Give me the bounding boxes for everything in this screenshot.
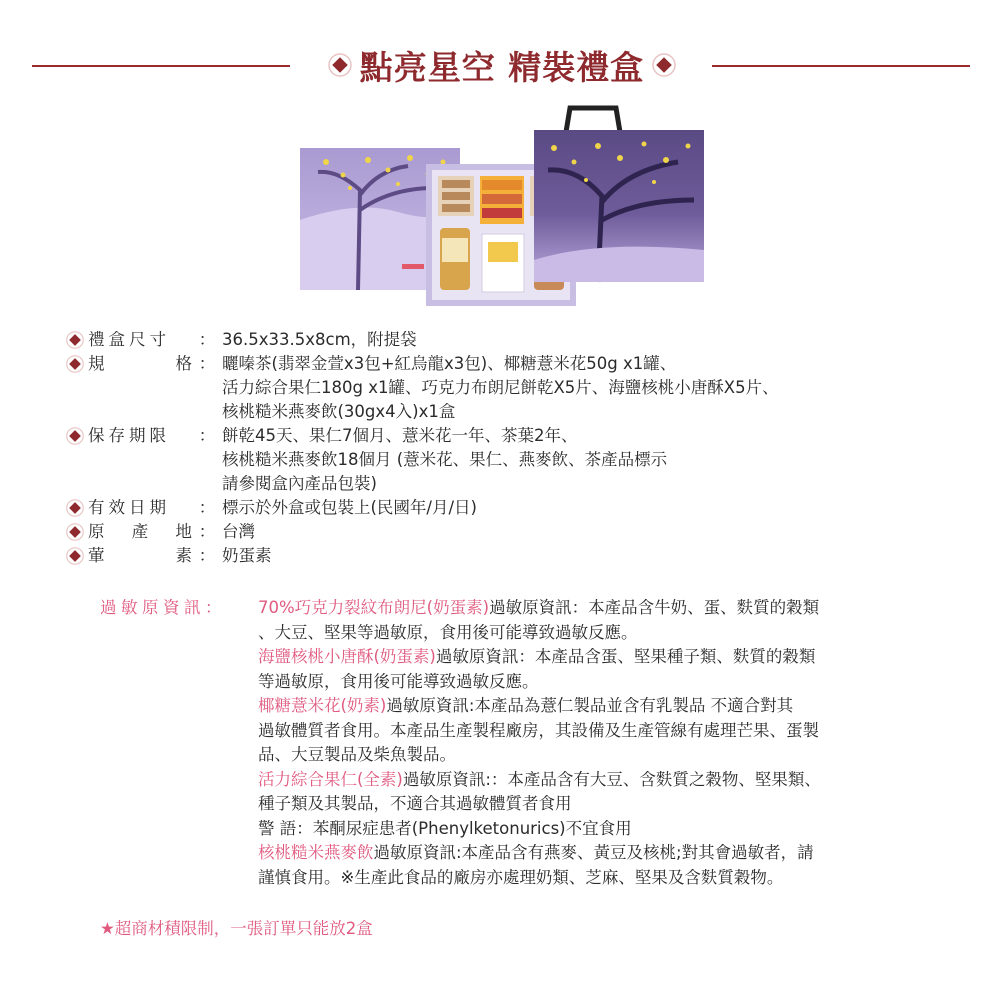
allergy-text: 品、大豆製品及柴魚製品。 [258,745,456,764]
diamond-icon [66,424,88,496]
spec-label: 規 格 [88,354,192,373]
spec-value-line: 標示於外盒或包裝上(民國年/月/日) [222,498,477,517]
diamond-icon [652,53,676,77]
allergy-line [258,817,960,842]
allergy-line [258,768,960,793]
spec-row: 禮盒尺寸 ： 36.5x33.5x8cm，附提袋 [66,328,966,352]
allergy-line [258,743,960,768]
spec-value-line: 曬嗪茶(翡翠金萱x3包+紅烏龍x3包)、椰糖薏米花50g x1罐、 [222,354,677,373]
allergy-body [258,596,960,890]
spec-value-line: 請參閱盒內產品包裝) [222,474,377,493]
allergy-line [258,841,960,866]
diamond-icon [66,544,88,568]
product-gift-box-image [298,100,708,312]
spec-label: 原 產 地 [88,522,192,541]
allergy-line [258,645,960,670]
spec-row: 規 格 ： 曬嗪茶(翡翠金萱x3包+紅烏龍x3包)、椰糖薏米花50g x1罐、 活力綜合果仁180g x1罐、巧克力布朗尼餅乾X5片、海鹽核桃小唐酥X5片、 核桃糙米燕麥飲(30gx4入)x1盒 [66,352,966,424]
spec-value-line: 餅乾45天、果仁7個月、薏米花一年、茶葉2年、 [222,426,578,445]
allergy-text: 等過敏原，食用後可能導致過敏反應。 [258,671,539,691]
shipping-note: ★超商材積限制，一張訂單只能放2盒 [100,919,373,938]
spec-value-line: 台灣 [222,522,255,541]
spec-value-line: 活力綜合果仁180g x1罐、巧克力布朗尼餅乾X5片、海鹽核桃小唐酥X5片、 [222,378,779,397]
allergy-text: 謹慎食用。※生產此食品的廠房亦處理奶類、芝麻、堅果及含麩質穀物。 [258,867,784,887]
spec-value-line: 核桃糙米燕麥飲18個月 (薏米花、果仁、燕麥飲、茶產品標示 [222,450,668,469]
allergy-line [258,596,960,621]
spec-value [222,520,966,544]
spec-value [222,496,966,520]
spec-list [66,328,966,568]
spec-value-line: 核桃糙米燕麥飲(30gx4入)x1盒 [222,402,456,421]
spec-value [222,544,966,568]
allergy-text: 過敏原資訊：本產品含牛奶、蛋、麩質的穀類 [489,598,820,617]
allergy-product-name: 70%巧克力裂紋布朗尼(奶蛋素) [258,598,490,617]
allergy-text: 種子類及其製品，不適合其過敏體質者食用 [258,794,572,813]
page-title: 點亮星空 精裝禮盒 [359,47,645,87]
header-divider-right [712,65,970,67]
allergy-line [258,866,960,891]
allergy-text: 過敏體質者食用。本產品生產製程廠房，其設備及生產管線有處理芒果、蛋製 [258,720,819,740]
spec-value [222,328,966,352]
spec-value-line: 奶蛋素 [222,546,272,565]
allergy-text: 、大豆、堅果等過敏原，食用後可能導致過敏反應。 [258,622,638,642]
allergy-product-name: 海鹽核桃小唐酥(奶蛋素) [258,647,436,666]
spec-row: 葷 素 ： 奶蛋素 [66,544,966,568]
allergy-line [258,719,960,744]
allergy-text: 過敏原資訊:本產品為薏仁製品並含有乳製品 不適合對其 [386,696,794,715]
allergy-product-name: 椰糖薏米花(奶素) [258,696,387,715]
allergy-line [258,670,960,695]
diamond-icon [66,520,88,544]
spec-label: 葷 素 [88,546,192,565]
allergy-text: 警 語：苯酮尿症患者(Phenylketonurics)不宜食用 [258,818,632,838]
spec-row: 有效日期 ： 標示於外盒或包裝上(民國年/月/日) [66,496,966,520]
diamond-icon [66,328,88,352]
spec-label: 禮盒尺寸 [88,330,170,349]
spec-label: 有效日期 [88,498,170,517]
allergy-product-name: 核桃糙米燕麥飲 [258,843,374,862]
spec-value-line: 36.5x33.5x8cm，附提袋 [222,330,417,349]
allergy-product-name: 活力綜合果仁(全素) [258,769,403,789]
spec-label: 保存期限 [88,426,170,445]
spec-value [222,352,966,424]
spec-value [222,424,966,496]
diamond-icon [328,53,352,77]
allergy-text: 過敏原資訊:本產品含有燕麥、黃豆及核桃;對其會過敏者，請 [373,843,814,862]
allergy-line [258,621,960,646]
allergy-line [258,694,960,719]
spec-row: 原 產 地 ： 台灣 [66,520,966,544]
allergy-label: 過敏原資訊： [100,598,226,617]
diamond-icon [66,352,88,424]
header-divider-left [32,65,290,67]
page-header [0,38,1000,92]
title-wrap [298,38,706,92]
diamond-icon [66,496,88,520]
allergy-line [258,792,960,817]
allergy-section [100,596,960,890]
spec-row: 保存期限 ： 餅乾45天、果仁7個月、薏米花一年、茶葉2年、 核桃糙米燕麥飲18個月 (薏米花、果仁、燕麥飲、茶產品標示 請參閱盒內產品包裝) [66,424,966,496]
allergy-text: 過敏原資訊：本產品含蛋、堅果種子類、麩質的穀類 [435,647,816,666]
allergy-text: 過敏原資訊:：本產品含有大豆、含麩質之穀物、堅果類、 [402,769,821,789]
